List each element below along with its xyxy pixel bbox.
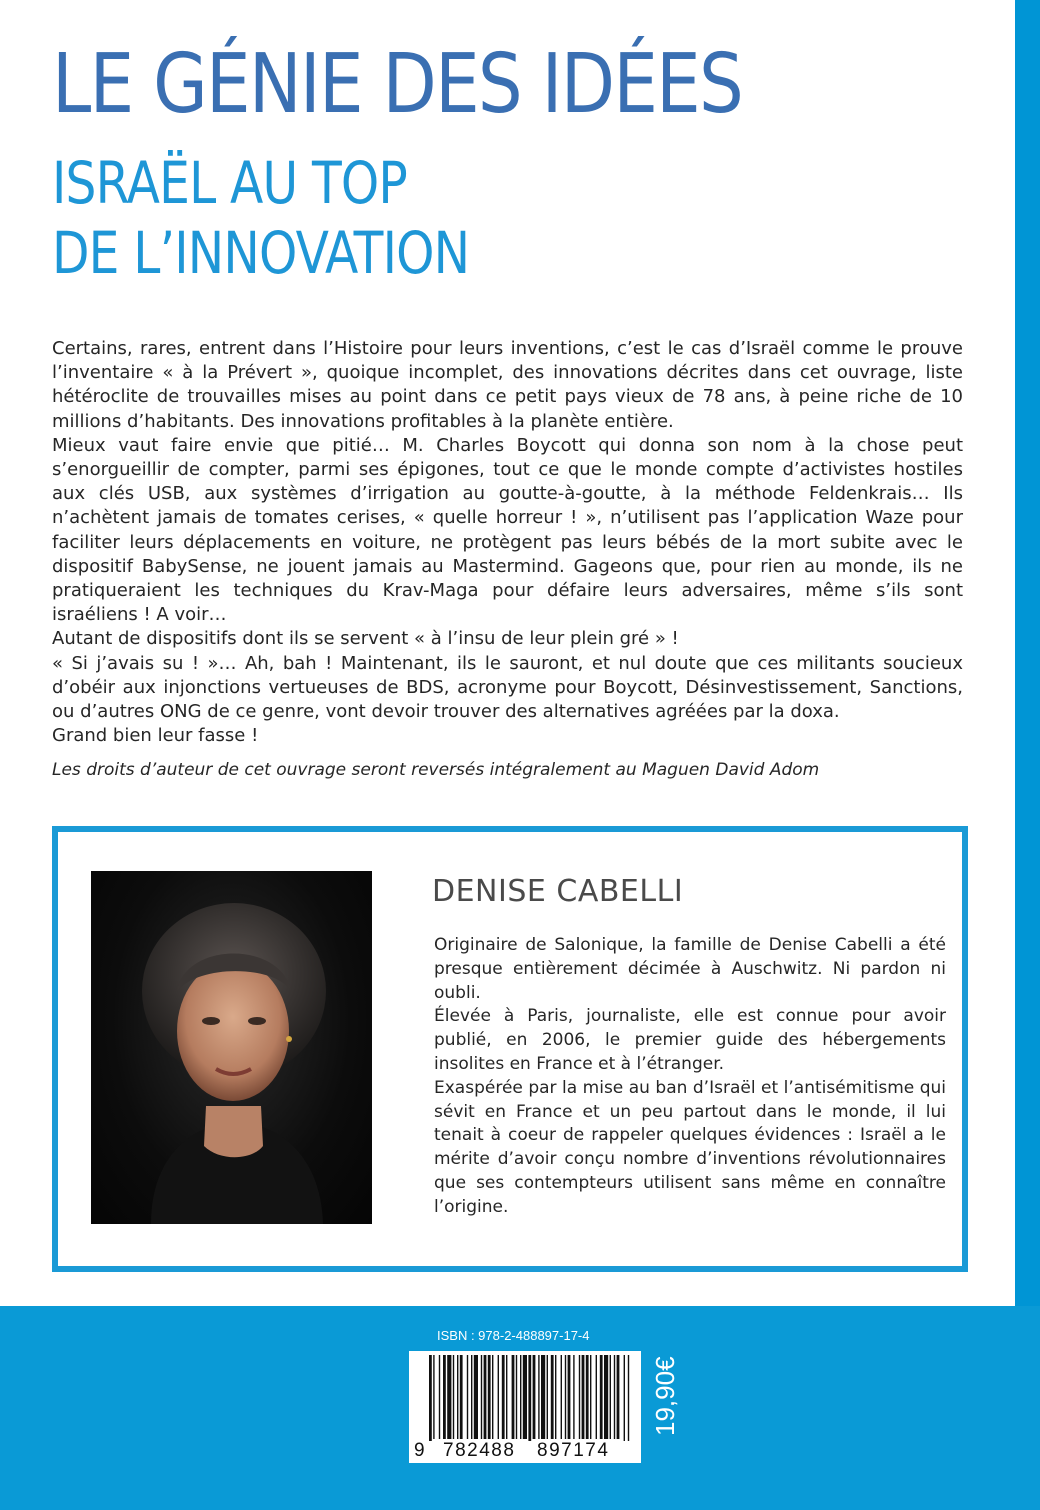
barcode-bar	[528, 1355, 531, 1441]
barcode-bar	[439, 1355, 440, 1439]
subtitle-line-2: DE L’INNOVATION	[52, 219, 470, 287]
bio-paragraph: Exaspérée par la mise au ban d’Israël et l’antisémitisme qui sévit en France et un peu partout dans le monde, il lui tenait à coeur de rappeler quelques évidences : Israël a le mérite d’avoir conçu nombre d’inventions révolutionnaires que ses contempteurs utilisent sans même en connaître l’origine.	[434, 1077, 946, 1217]
summary-paragraph: Certains, rares, entrent dans l’Histoire pour leurs inventions, c’est le cas d’Israël comme le prouve l’inventaire « à la Prévert », quoique incomplet, des innovations décrites dans cet ouvrage, liste hétéroclite de trouvailles mises au point dans ce petit pays vieux de 78 ans, à peine riche de 10 millions d’habitants. Des innovations profitables à la planète entière.	[52, 338, 963, 432]
barcode-bars-graphic	[409, 1351, 641, 1441]
barcode-bar	[484, 1355, 487, 1439]
barcode-bar	[533, 1355, 536, 1439]
barcode-bar	[474, 1355, 478, 1439]
barcode-bar	[547, 1355, 548, 1439]
barcode-bar	[453, 1355, 454, 1439]
barcode-bar	[460, 1355, 463, 1439]
barcode-bar	[600, 1355, 603, 1439]
summary-paragraph: « Si j’avais su ! »… Ah, bah ! Maintenant, ils le sauront, et nul doute que ces militants soucieux d’obéir aux injonctions vertueuses de BDS, acronyme pour Boycott, Désinvestissement, Sanctions, ou d’autres ONG de ce genre, vont devoir trouver des alternatives agréées par la doxa.	[52, 652, 963, 723]
author-photo	[91, 871, 372, 1224]
barcode-bar	[565, 1355, 566, 1439]
barcode-bar	[579, 1355, 580, 1439]
author-box	[52, 826, 968, 1272]
barcode-bar	[628, 1355, 629, 1441]
barcode-bar	[596, 1355, 597, 1439]
barcode-bar	[624, 1355, 625, 1441]
barcode-left-digits: 782488	[443, 1440, 516, 1461]
barcode-bar	[590, 1355, 591, 1439]
barcode-bar	[502, 1355, 505, 1439]
barcode-bar	[512, 1355, 515, 1439]
book-subtitle	[52, 148, 469, 288]
author-bio	[434, 934, 946, 1220]
barcode-right-digits: 897174	[537, 1440, 610, 1461]
barcode-bar	[488, 1355, 491, 1439]
summary-paragraph: Mieux vaut faire envie que pitié… M. Charles Boycott qui donna son nom à la chose peut s’enorgueillir de compter, parmi ses épigones, tout ce que le monde compte d’activistes hostiles aux clés USB, aux systèmes d’irrigation au goutte-à-goutte, à la méthode Feldenkrais… Ils n’achètent jamais de tomates cerises, « quelle horreur ! », n’utilisent pas l’application Waze pour faciliter leurs déplacements en voiture, ne protègent pas leurs bébés de la mort subite avec le dispositif BabySense, ne jouent jamais au Mastermind. Gageons que, pour rien au monde, ils ne pratiqueraient les techniques du Krav-Maga pour défaire leurs adversaires, même s’ils sont israéliens ! A voir…	[52, 434, 963, 626]
book-title: LE GÉNIE DES IDÉES	[52, 37, 743, 132]
barcode-bar	[433, 1355, 434, 1439]
barcode-bar	[610, 1355, 611, 1439]
barcode-bar	[617, 1355, 620, 1439]
barcode-bar	[467, 1355, 468, 1439]
barcode-bar	[586, 1355, 589, 1439]
author-name: DENISE CABELLI	[432, 874, 684, 909]
barcode-bar	[538, 1355, 539, 1439]
royalties-note: Les droits d’auteur de cet ouvrage seront reversés intégralement au Maguen David Adom	[52, 760, 820, 780]
barcode-bar	[555, 1355, 556, 1439]
bio-paragraph: Originaire de Salonique, la famille de Denise Cabelli a été presque entièrement décimée à Auschwitz. Ni pardon ni oubli.	[434, 935, 946, 1003]
subtitle-line-1: ISRAËL AU TOP	[52, 149, 407, 217]
right-edge-stripe	[1015, 0, 1040, 1306]
barcode-bar	[516, 1355, 517, 1439]
barcode-digits	[409, 1440, 641, 1462]
barcode	[409, 1351, 641, 1463]
bio-paragraph: Élevée à Paris, journaliste, elle est connue pour avoir publié, en 2006, le premier guide des hébergements insolites en France et à l’étranger.	[434, 1006, 946, 1074]
barcode-bar	[492, 1355, 493, 1439]
isbn-label: ISBN : 978-2-488897-17-4	[437, 1328, 590, 1343]
barcode-bar	[604, 1355, 608, 1439]
back-cover-summary	[52, 337, 963, 748]
barcode-bar	[523, 1355, 527, 1439]
summary-paragraph: Autant de dispositifs dont ils se servent « à l’insu de leur plein gré » !	[52, 628, 679, 650]
barcode-bar	[541, 1355, 545, 1439]
barcode-bar	[551, 1355, 554, 1439]
barcode-bar	[614, 1355, 615, 1439]
barcode-bar	[471, 1355, 472, 1439]
barcode-bar	[498, 1355, 499, 1439]
barcode-bar	[457, 1355, 458, 1439]
summary-paragraph: Grand bien leur fasse !	[52, 725, 259, 747]
author-portrait-illustration	[91, 871, 372, 1224]
barcode-bar	[443, 1355, 446, 1439]
barcode-bar	[561, 1355, 562, 1439]
price-label: 19,90€	[650, 1356, 680, 1436]
barcode-bar	[481, 1355, 482, 1439]
barcode-bar	[573, 1355, 574, 1439]
barcode-bar	[582, 1355, 585, 1439]
barcode-bar	[506, 1355, 507, 1439]
barcode-bar	[429, 1355, 432, 1441]
barcode-bar	[447, 1355, 451, 1439]
barcode-first-digit: 9	[414, 1440, 425, 1461]
barcode-bar	[520, 1355, 521, 1439]
barcode-bar	[568, 1355, 571, 1439]
